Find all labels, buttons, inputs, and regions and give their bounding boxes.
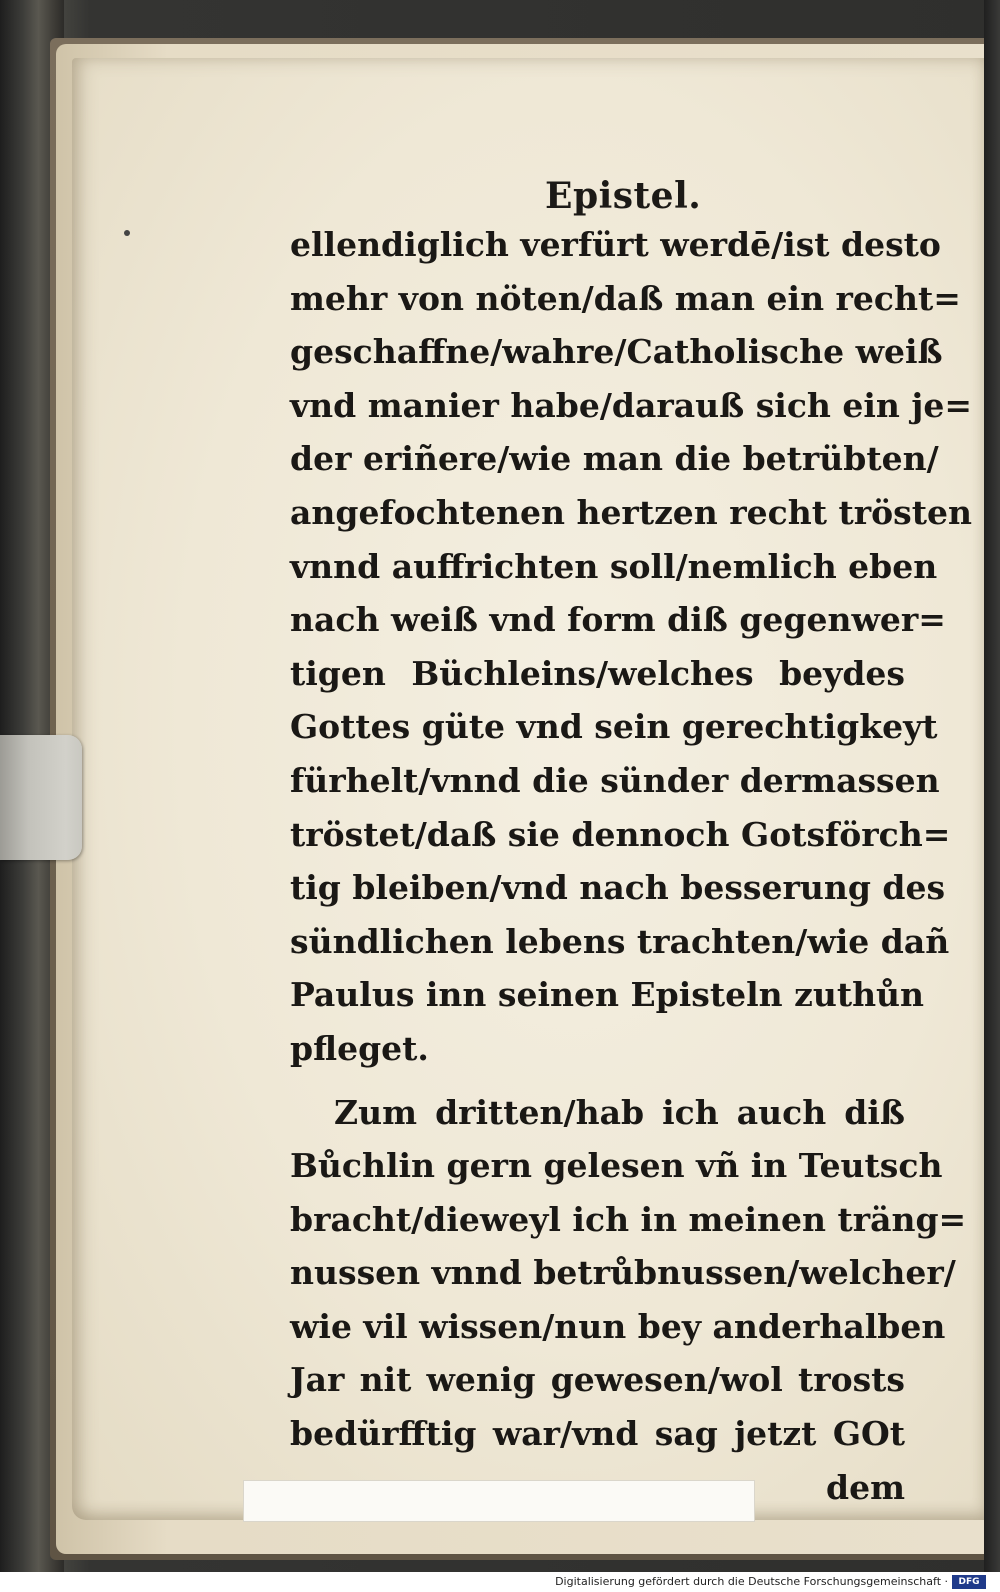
text-line: geschaffne/wahre/Catholische weiß — [290, 332, 943, 372]
blank-label-box — [243, 1480, 755, 1522]
text-block — [290, 218, 972, 1514]
text-line: Gottes güte vnd sein gerechtigkeyt — [290, 707, 938, 747]
paragraph-gap — [290, 1076, 905, 1086]
text-line: tigen Büchleins/welches beydes — [290, 653, 905, 693]
text-line: nach weiß vnd form diß gegenwer= — [290, 600, 946, 640]
text-line: angefochtenen hertzen recht trösten — [290, 492, 972, 532]
scan-right-edge — [984, 0, 1000, 1592]
text-line-indented: Zum dritten/hab ich auch diß — [334, 1092, 905, 1132]
margin-speck — [124, 230, 130, 236]
text-line: Jar nit wenig gewesen/wol trosts — [290, 1360, 905, 1400]
text-line: der eriñere/wie man die betrübten/ — [290, 439, 939, 479]
text-line: vnd manier habe/darauß sich ein je= — [290, 385, 972, 425]
text-line: vnnd auffrichten soll/nemlich eben — [290, 546, 938, 586]
text-line: sündlichen lebens trachten/wie dañ — [290, 921, 950, 961]
dfg-logo: DFG — [952, 1575, 986, 1589]
text-line: mehr von nöten/daß man ein recht= — [290, 278, 961, 318]
text-line: tröstet/daß sie dennoch Gotsförch= — [290, 814, 951, 854]
text-line: tig bleiben/vnd nach besserung des — [290, 868, 946, 908]
text-line: bedürfftig war/vnd sag jetzt GOt — [290, 1414, 905, 1454]
text-line: ellendiglich verfürt werdē/ist desto — [290, 225, 941, 264]
running-head: Epistel. — [545, 175, 702, 217]
text-line: nussen vnnd betrůbnussen/welcher/ — [290, 1253, 956, 1293]
text-line: bracht/dieweyl ich in meinen träng= — [290, 1199, 967, 1239]
text-line: fürhelt/vnnd die sünder dermassen — [290, 760, 940, 800]
text-line: pfleget. — [290, 1028, 429, 1068]
text-line: wie vil wissen/nun bey anderhalben — [290, 1306, 946, 1346]
text-line: Bůchlin gern gelesen vñ in Teutsch — [290, 1146, 943, 1186]
text-line: Paulus inn seinen Episteln zuthůn — [290, 975, 925, 1015]
catchword: dem — [826, 1467, 905, 1507]
grey-card-slip — [0, 735, 82, 860]
funding-credit: Digitalisierung gefördert durch die Deutsche Forschungsgemeinschaft · — [555, 1575, 948, 1588]
footer-bar — [0, 1572, 1000, 1592]
